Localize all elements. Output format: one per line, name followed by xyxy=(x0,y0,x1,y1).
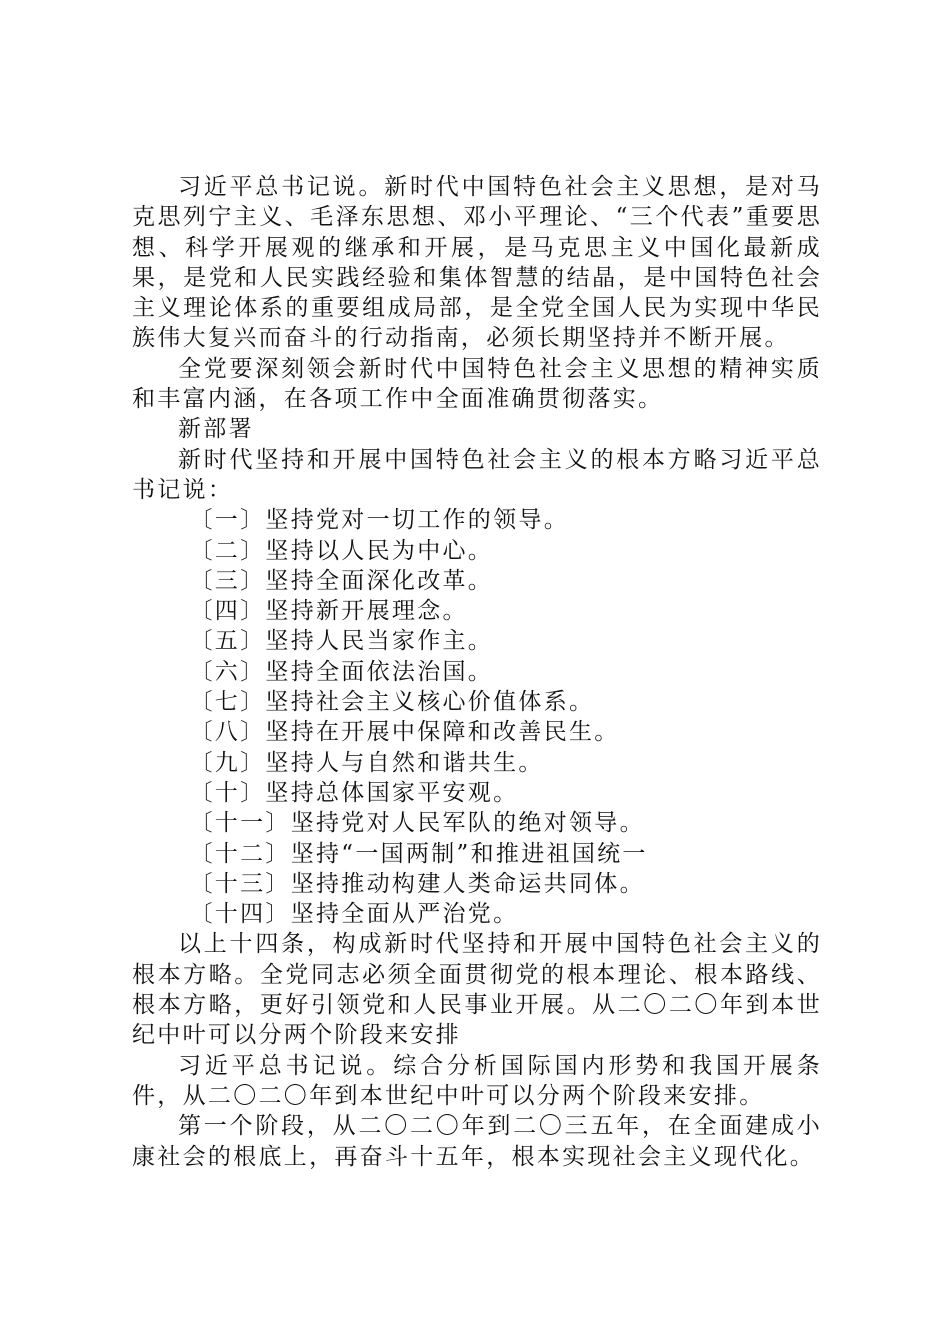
list-item: 〔八〕坚持在开展中保障和改善民生。 xyxy=(189,719,620,746)
list-item: 〔九〕坚持人与自然和谐共生。 xyxy=(189,749,544,776)
list-item: 〔五〕坚持人民当家作主。 xyxy=(189,628,494,655)
list-item: 〔十一〕坚持党对人民军队的绝对领导。 xyxy=(189,810,645,837)
list-item: 〔七〕坚持社会主义核心价值体系。 xyxy=(189,689,595,716)
section-heading-new-deployment: 新部署 xyxy=(178,416,254,443)
paragraph-basic-strategy-intro: 新时代坚持和开展中国特色社会主义的根本方略习近平总书记说： xyxy=(132,446,822,503)
list-item: 〔十三〕坚持推动构建人类命运共同体。 xyxy=(189,870,645,897)
list-item: 〔六〕坚持全面依法治国。 xyxy=(189,658,494,685)
paragraph-xi-quote: 习近平总书记说。新时代中国特色社会主义思想，是对马克思列宁主义、毛泽东思想、邓小平理论、“三个代表”重要思想、科学开展观的继承和开展，是马克思主义中国化最新成果，是党和人民实践经验和集体智慧的结晶，是中国特色社会主义理论体系的重要组成局部，是全党全国人民为实现中华民族伟大复兴而奋斗的行动指南，必须长期坚持并不断开展。 xyxy=(132,174,822,352)
paragraph-implementation: 全党要深刻领会新时代中国特色社会主义思想的精神实质和丰富内涵，在各项工作中全面准确贯彻落实。 xyxy=(132,355,822,413)
paragraph-fourteen-summary: 以上十四条，构成新时代坚持和开展中国特色社会主义的根本方略。全党同志必须全面贯彻党的根本理论、根本路线、根本方略，更好引领党和人民事业开展。从二〇二〇年到本世纪中叶可以分两个阶段来安排 xyxy=(132,931,822,1049)
document-body xyxy=(132,172,822,1172)
list-item: 〔十〕坚持总体国家平安观。 xyxy=(189,779,519,806)
list-item: 〔十二〕坚持“一国两制”和推进祖国统一 xyxy=(189,840,648,867)
strategy-list xyxy=(132,505,822,929)
list-item: 〔一〕坚持党对一切工作的领导。 xyxy=(189,507,569,534)
list-item: 〔四〕坚持新开展理念。 xyxy=(189,598,468,625)
list-item: 〔十四〕坚持全面从严治党。 xyxy=(189,901,519,928)
list-item: 〔三〕坚持全面深化改革。 xyxy=(189,567,494,594)
paragraph-two-stages: 习近平总书记说。综合分析国际国内形势和我国开展条件，从二〇二〇年到本世纪中叶可以分两个阶段来安排。 xyxy=(132,1052,822,1109)
list-item: 〔二〕坚持以人民为中心。 xyxy=(189,537,494,564)
paragraph-first-stage: 第一个阶段，从二〇二〇年到二〇三五年，在全面建成小康社会的根底上，再奋斗十五年，根本实现社会主义现代化。 xyxy=(132,1113,822,1170)
